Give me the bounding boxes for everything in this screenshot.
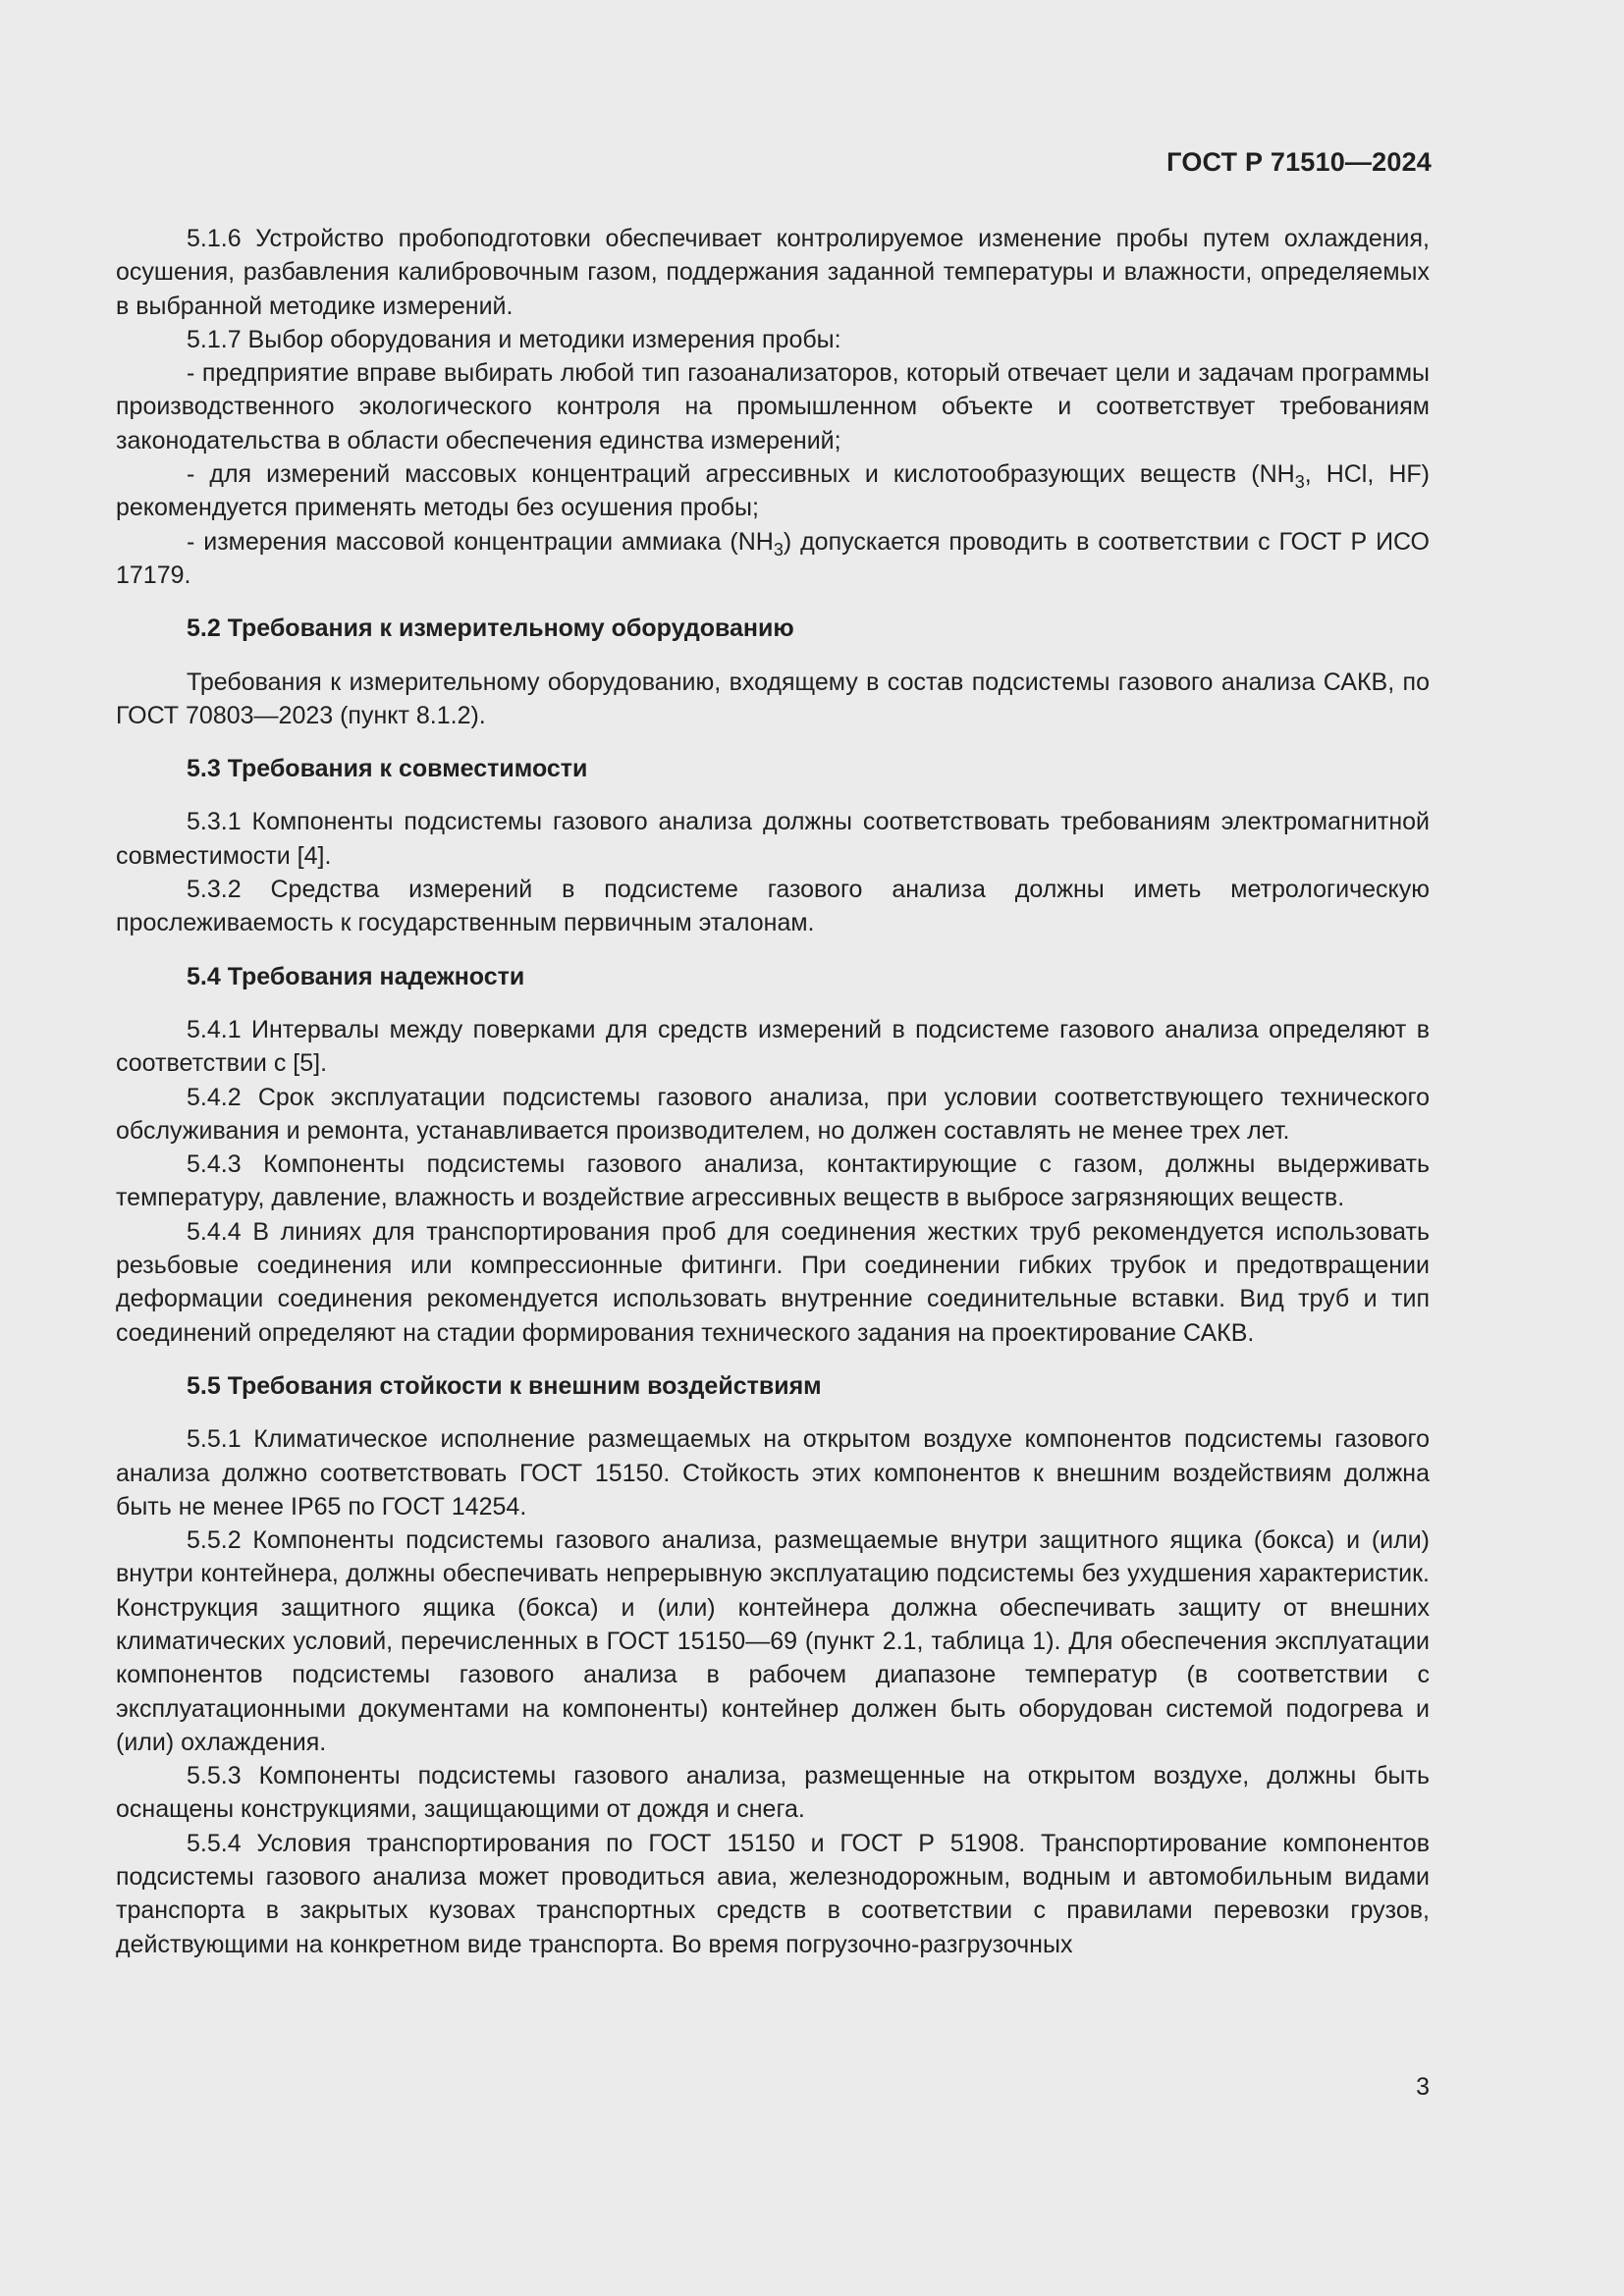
paragraph-5-5-2: 5.5.2 Компоненты подсистемы газового анализа, размещаемые внутри защитного ящика (бокса) и (или) внутри контейнера, должны обеспечивать непрерывную эксплуатацию подсистемы без ухудшения характеристик. Конструкция защитного ящика (бокса) и (или) контейнера должна обеспечивать защиту от внешних климатических условий, перечисленных в ГОСТ 15150—69 (пункт 2.1, таблица 1). Для обеспечения эксплуатации компонентов подсистемы газового анализа в рабочем диапазоне температур (в соответствии с эксплуатационными документами на компоненты) контейнер должен быть оборудован системой подогрева и (или) охлаждения. <box>116 1526 1430 1756</box>
list-item-aggressive-substances <box>116 457 1430 525</box>
text-fragment: - измерения массовой концентрации аммиака (NH <box>187 527 774 556</box>
text-fragment: ) допускается проводить в соответствии с ГОСТ Р ИСО 17179. <box>116 527 1430 589</box>
section-heading-5-3: 5.3 Требования к совместимости <box>187 755 588 783</box>
paragraph-5-3-1: 5.3.1 Компоненты подсистемы газового анализа должны соответствовать требованиям электромагнитной совместимости [4]. <box>116 808 1430 870</box>
list-item-ammonia <box>116 525 1430 593</box>
text-fragment: , HCl, HF) рекомендуется применять методы без осушения пробы; <box>116 460 1430 522</box>
paragraph-5-5-4: 5.5.4 Условия транспортирования по ГОСТ 15150 и ГОСТ Р 51908. Транспортирование компонентов подсистемы газового анализа может проводиться авиа, железнодорожным, водным и автомобильным видами транспорта в закрытых кузовах транспортных средств в соответствии с правилами перевозки грузов, действующими на конкретном виде транспорта. Во время погрузочно-разгрузочных <box>116 1829 1430 1958</box>
paragraph-5-5-3: 5.5.3 Компоненты подсистемы газового анализа, размещенные на открытом воздухе, должны быть оснащены конструкциями, защищающими от дождя и снега. <box>116 1762 1430 1824</box>
paragraph-5-1-7: 5.1.7 Выбор оборудования и методики измерения пробы: <box>187 325 841 353</box>
subscript: 3 <box>1294 472 1305 493</box>
section-heading-5-4: 5.4 Требования надежности <box>187 962 525 990</box>
paragraph-5-4-2: 5.4.2 Срок эксплуатации подсистемы газового анализа, при условии соответствующего технического обслуживания и ремонта, устанавливается производителем, но должен составлять не менее трех лет. <box>116 1083 1430 1145</box>
subscript: 3 <box>773 539 784 560</box>
paragraph-5-2: Требования к измерительному оборудованию, входящему в состав подсистемы газового анализа САКВ, по ГОСТ 70803—2023 (пункт 8.1.2). <box>116 667 1430 729</box>
paragraph-5-4-1: 5.4.1 Интервалы между поверками для средств измерений в подсистеме газового анализа определяют в соответствии с [5]. <box>116 1015 1430 1078</box>
section-heading-5-2: 5.2 Требования к измерительному оборудованию <box>187 614 794 643</box>
text-fragment: - для измерений массовых концентраций агрессивных и кислотообразующих веществ (NH <box>187 460 1295 489</box>
paragraph-5-4-4: 5.4.4 В линиях для транспортирования проб для соединения жестких труб рекомендуется использовать резьбовые соединения или компрессионные фитинги. При соединении гибких трубок и предотвращении деформации соединения рекомендуется использовать внутренние соединительные вставки. Вид труб и тип соединений определяют на стадии формирования технического задания на проектирование САКВ. <box>116 1217 1430 1347</box>
page-number: 3 <box>1416 2073 1430 2101</box>
paragraph-5-3-2: 5.3.2 Средства измерений в подсистеме газового анализа должны иметь метрологическую прослеживаемость к государственным первичным эталонам. <box>116 876 1430 937</box>
list-item-gas-analyzer-choice: - предприятие вправе выбирать любой тип газоанализаторов, который отвечает цели и задачам программы производственного экологического контроля на промышленном объекте и соответствует требованиям законодательства в области обеспечения единства измерений; <box>116 359 1430 454</box>
document-header: ГОСТ Р 71510—2024 <box>1166 147 1432 177</box>
section-heading-5-5: 5.5 Требования стойкости к внешним воздействиям <box>187 1371 822 1400</box>
paragraph-5-5-1: 5.5.1 Климатическое исполнение размещаемых на открытом воздухе компонентов подсистемы газового анализа должно соответствовать ГОСТ 15150. Стойкость этих компонентов к внешним воздействиям должна быть не менее IP65 по ГОСТ 14254. <box>116 1425 1430 1521</box>
paragraph-5-4-3: 5.4.3 Компоненты подсистемы газового анализа, контактирующие с газом, должны выдерживать температуру, давление, влажность и воздействие агрессивных веществ в выбросе загрязняющих веществ. <box>116 1150 1430 1212</box>
paragraph-5-1-6: 5.1.6 Устройство пробоподготовки обеспечивает контролируемое изменение пробы путем охлаждения, осушения, разбавления калибровочным газом, поддержания заданной температуры и влажности, определяемых в выбранной методике измерений. <box>116 225 1430 320</box>
document-body <box>116 222 1430 1961</box>
